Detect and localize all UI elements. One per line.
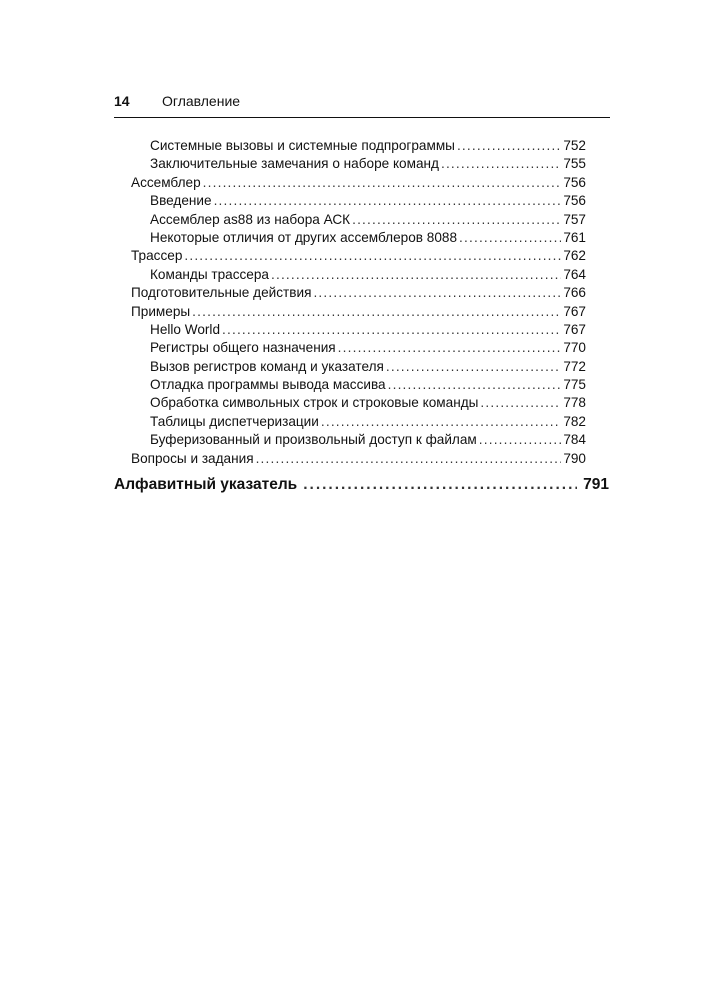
toc-entry xyxy=(131,174,586,192)
toc-entry xyxy=(131,303,586,321)
toc-entry-title: Hello World xyxy=(150,321,221,337)
toc-entry-title: Таблицы диспетчеризации xyxy=(150,413,319,429)
toc-entry xyxy=(131,321,586,339)
toc-entry xyxy=(131,137,586,155)
toc-entry-title: Введение xyxy=(150,193,212,209)
toc-entry-page: 772 xyxy=(563,358,586,374)
toc-entry xyxy=(131,266,586,284)
dot-leader xyxy=(203,174,562,192)
toc-entry xyxy=(131,358,586,376)
toc-entry-title: Ассемблер as88 из набора АСК xyxy=(150,211,351,227)
dot-leader xyxy=(184,247,561,265)
toc-final-title: Алфавитный указатель xyxy=(114,476,298,493)
dot-leader xyxy=(271,266,561,284)
dot-leader xyxy=(457,137,561,155)
toc-entry-page: 790 xyxy=(563,450,586,466)
table-of-contents xyxy=(131,137,586,468)
toc-entry-title: Трассер xyxy=(131,248,183,264)
toc-entry-title: Ассемблер xyxy=(131,174,201,190)
running-title: Оглавление xyxy=(162,93,241,109)
toc-entry-page: 761 xyxy=(563,229,586,245)
toc-entry-page: 778 xyxy=(563,395,586,411)
dot-leader xyxy=(338,339,562,357)
toc-entry-page: 767 xyxy=(563,303,586,319)
toc-entry xyxy=(131,431,586,449)
toc-entry-title: Вызов регистров команд и указателя xyxy=(150,358,384,374)
toc-entry-page: 766 xyxy=(563,285,586,301)
toc-entry xyxy=(131,376,586,394)
toc-entry-title: Примеры xyxy=(131,303,191,319)
toc-entry-title: Команды трассера xyxy=(150,266,269,282)
dot-leader xyxy=(303,474,577,496)
toc-entry xyxy=(131,394,586,412)
page-header xyxy=(114,93,610,118)
dot-leader xyxy=(192,303,561,321)
toc-entry xyxy=(131,339,586,357)
toc-final-page: 791 xyxy=(583,476,609,493)
toc-entry-title: Отладка программы вывода массива xyxy=(150,377,386,393)
toc-entry-page: 775 xyxy=(563,377,586,393)
toc-entry xyxy=(131,247,586,265)
toc-entry-title: Системные вызовы и системные подпрограммы xyxy=(150,138,455,153)
toc-entry-page: 755 xyxy=(563,156,586,172)
toc-entry-page: 752 xyxy=(563,138,586,153)
toc-entry-page: 762 xyxy=(563,248,586,264)
toc-entry-title: Вопросы и задания xyxy=(131,450,254,466)
toc-entry xyxy=(131,211,586,229)
dot-leader xyxy=(459,229,561,247)
page-number: 14 xyxy=(114,93,130,109)
dot-leader xyxy=(388,376,562,394)
toc-entry-title: Регистры общего назначения xyxy=(150,340,336,356)
toc-entry-page: 770 xyxy=(563,340,586,356)
toc-entry xyxy=(131,413,586,431)
dot-leader xyxy=(480,394,561,412)
toc-entry xyxy=(131,155,586,173)
toc-entry-page: 757 xyxy=(563,211,586,227)
toc-entry-title: Некоторые отличия от других ассемблеров 8088 xyxy=(150,229,458,245)
dot-leader xyxy=(352,211,561,229)
toc-final-entry xyxy=(114,474,609,496)
toc-entry-title: Буферизованный и произвольный доступ к файлам xyxy=(150,432,477,448)
dot-leader xyxy=(441,155,561,173)
toc-entry xyxy=(131,284,586,302)
toc-entry-title: Заключительные замечания о наборе команд xyxy=(150,156,439,172)
dot-leader xyxy=(479,431,562,449)
dot-leader xyxy=(222,321,561,339)
toc-entry xyxy=(131,192,586,210)
dot-leader xyxy=(321,413,561,431)
toc-entry-page: 767 xyxy=(563,321,586,337)
toc-entry-page: 756 xyxy=(563,193,586,209)
toc-entry-page: 764 xyxy=(563,266,586,282)
toc-entry-page: 784 xyxy=(563,432,586,448)
toc-entry-page: 756 xyxy=(563,174,586,190)
dot-leader xyxy=(214,192,562,210)
dot-leader xyxy=(256,450,562,468)
dot-leader xyxy=(313,284,561,302)
toc-entry-title: Подготовительные действия xyxy=(131,285,312,301)
toc-entry-page: 782 xyxy=(563,413,586,429)
toc-entry-title: Обработка символьных строк и строковые команды xyxy=(150,395,479,411)
dot-leader xyxy=(386,358,561,376)
toc-entry xyxy=(131,450,586,468)
toc-entry xyxy=(131,229,586,247)
